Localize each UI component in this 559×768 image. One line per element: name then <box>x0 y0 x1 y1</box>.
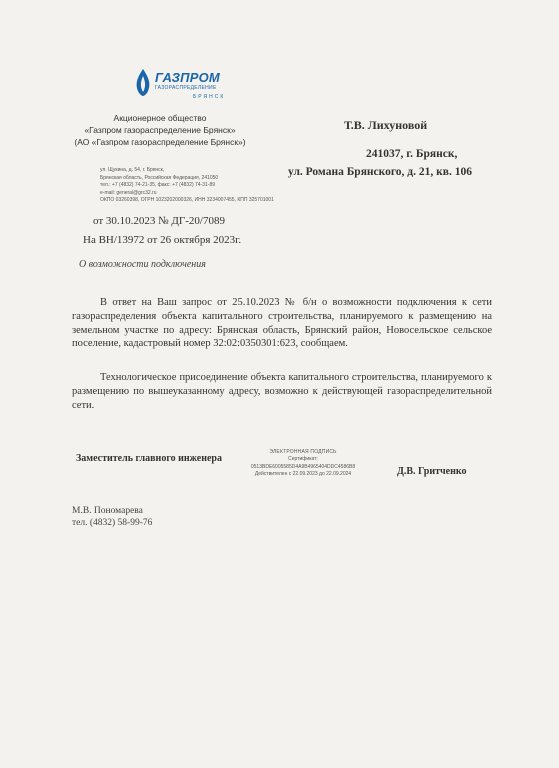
brand-city: БРЯНСК <box>193 94 226 100</box>
esig-valid: Действителен с 22.09.2023 до 22.09.2024 <box>254 471 352 478</box>
organization-name <box>60 112 260 148</box>
body-paragraph-1: В ответ на Ваш запрос от 25.10.2023 № б/н о возможности подключения к сети газораспределения объекта капитального строительства, планируемого к размещению на земельном участке по адресу: Брянская область, Брянский район, Новосельское сельское поселение, кадастровый номер 32:02:0350301:623, сообщаем. <box>72 297 492 350</box>
esig-cert-label: Сертификат: <box>288 456 318 463</box>
contact-line: Брянская область, Российская Федерация, 241050 <box>100 174 219 181</box>
letter-subject: О возможности подключения <box>79 259 206 270</box>
electronic-signature-stamp <box>233 449 373 479</box>
incoming-reference: На ВН/13972 от 26 октября 2023г. <box>83 234 242 246</box>
executor-name: М.В. Пономарева <box>72 506 143 516</box>
body-paragraph-2: Технологическое присоединение объекта капитального строительства, планируемого к размещению по вышеуказанному адресу, возможно к действующей газораспределительной сети. <box>72 372 492 411</box>
contact-line: тел.: +7 (4832) 74-21-35, факс: +7 (4832) 74-31-89 <box>100 182 216 189</box>
signer-title: Заместитель главного инженера <box>76 453 222 464</box>
recipient-street: ул. Романа Брянского, д. 21, кв. 106 <box>288 166 472 178</box>
signer-name: Д.В. Гритченко <box>397 466 467 477</box>
esig-header: ЭЛЕКТРОННАЯ ПОДПИСЬ <box>269 449 337 455</box>
executor-phone: тел. (4832) 58-99-76 <box>72 518 153 528</box>
outgoing-reference: от 30.10.2023 № ДГ-20/7089 <box>93 215 225 227</box>
contact-line: ул. Щукина, д. 54, г. Брянск, <box>100 167 165 173</box>
recipient-name: Т.В. Лихуновой <box>344 118 428 132</box>
recipient-city: 241037, г. Брянск, <box>366 148 458 160</box>
org-line-1: Акционерное общество <box>113 113 207 123</box>
brand-sub: ГАЗОРАСПРЕДЕЛЕНИЕ <box>155 85 217 91</box>
contact-line: ОКПО 03260398, ОГРН 1023202000326, ИНН 3234007455, КПП 325701001 <box>100 197 274 204</box>
org-line-2: «Газпром газораспределение Брянск» <box>84 125 236 135</box>
brand-name: ГАЗПРОМ <box>155 70 220 85</box>
org-short-name: (АО «Газпром газораспределение Брянск») <box>74 137 246 147</box>
org-contacts <box>100 167 275 205</box>
esig-cert: 0513BDE6005585D4A9B4965404DDC4586B8 <box>250 463 356 470</box>
contact-line: e-mail: general@grc32.ru <box>100 189 157 196</box>
gazprom-logo <box>133 66 243 106</box>
flame-logo-icon <box>133 68 153 98</box>
